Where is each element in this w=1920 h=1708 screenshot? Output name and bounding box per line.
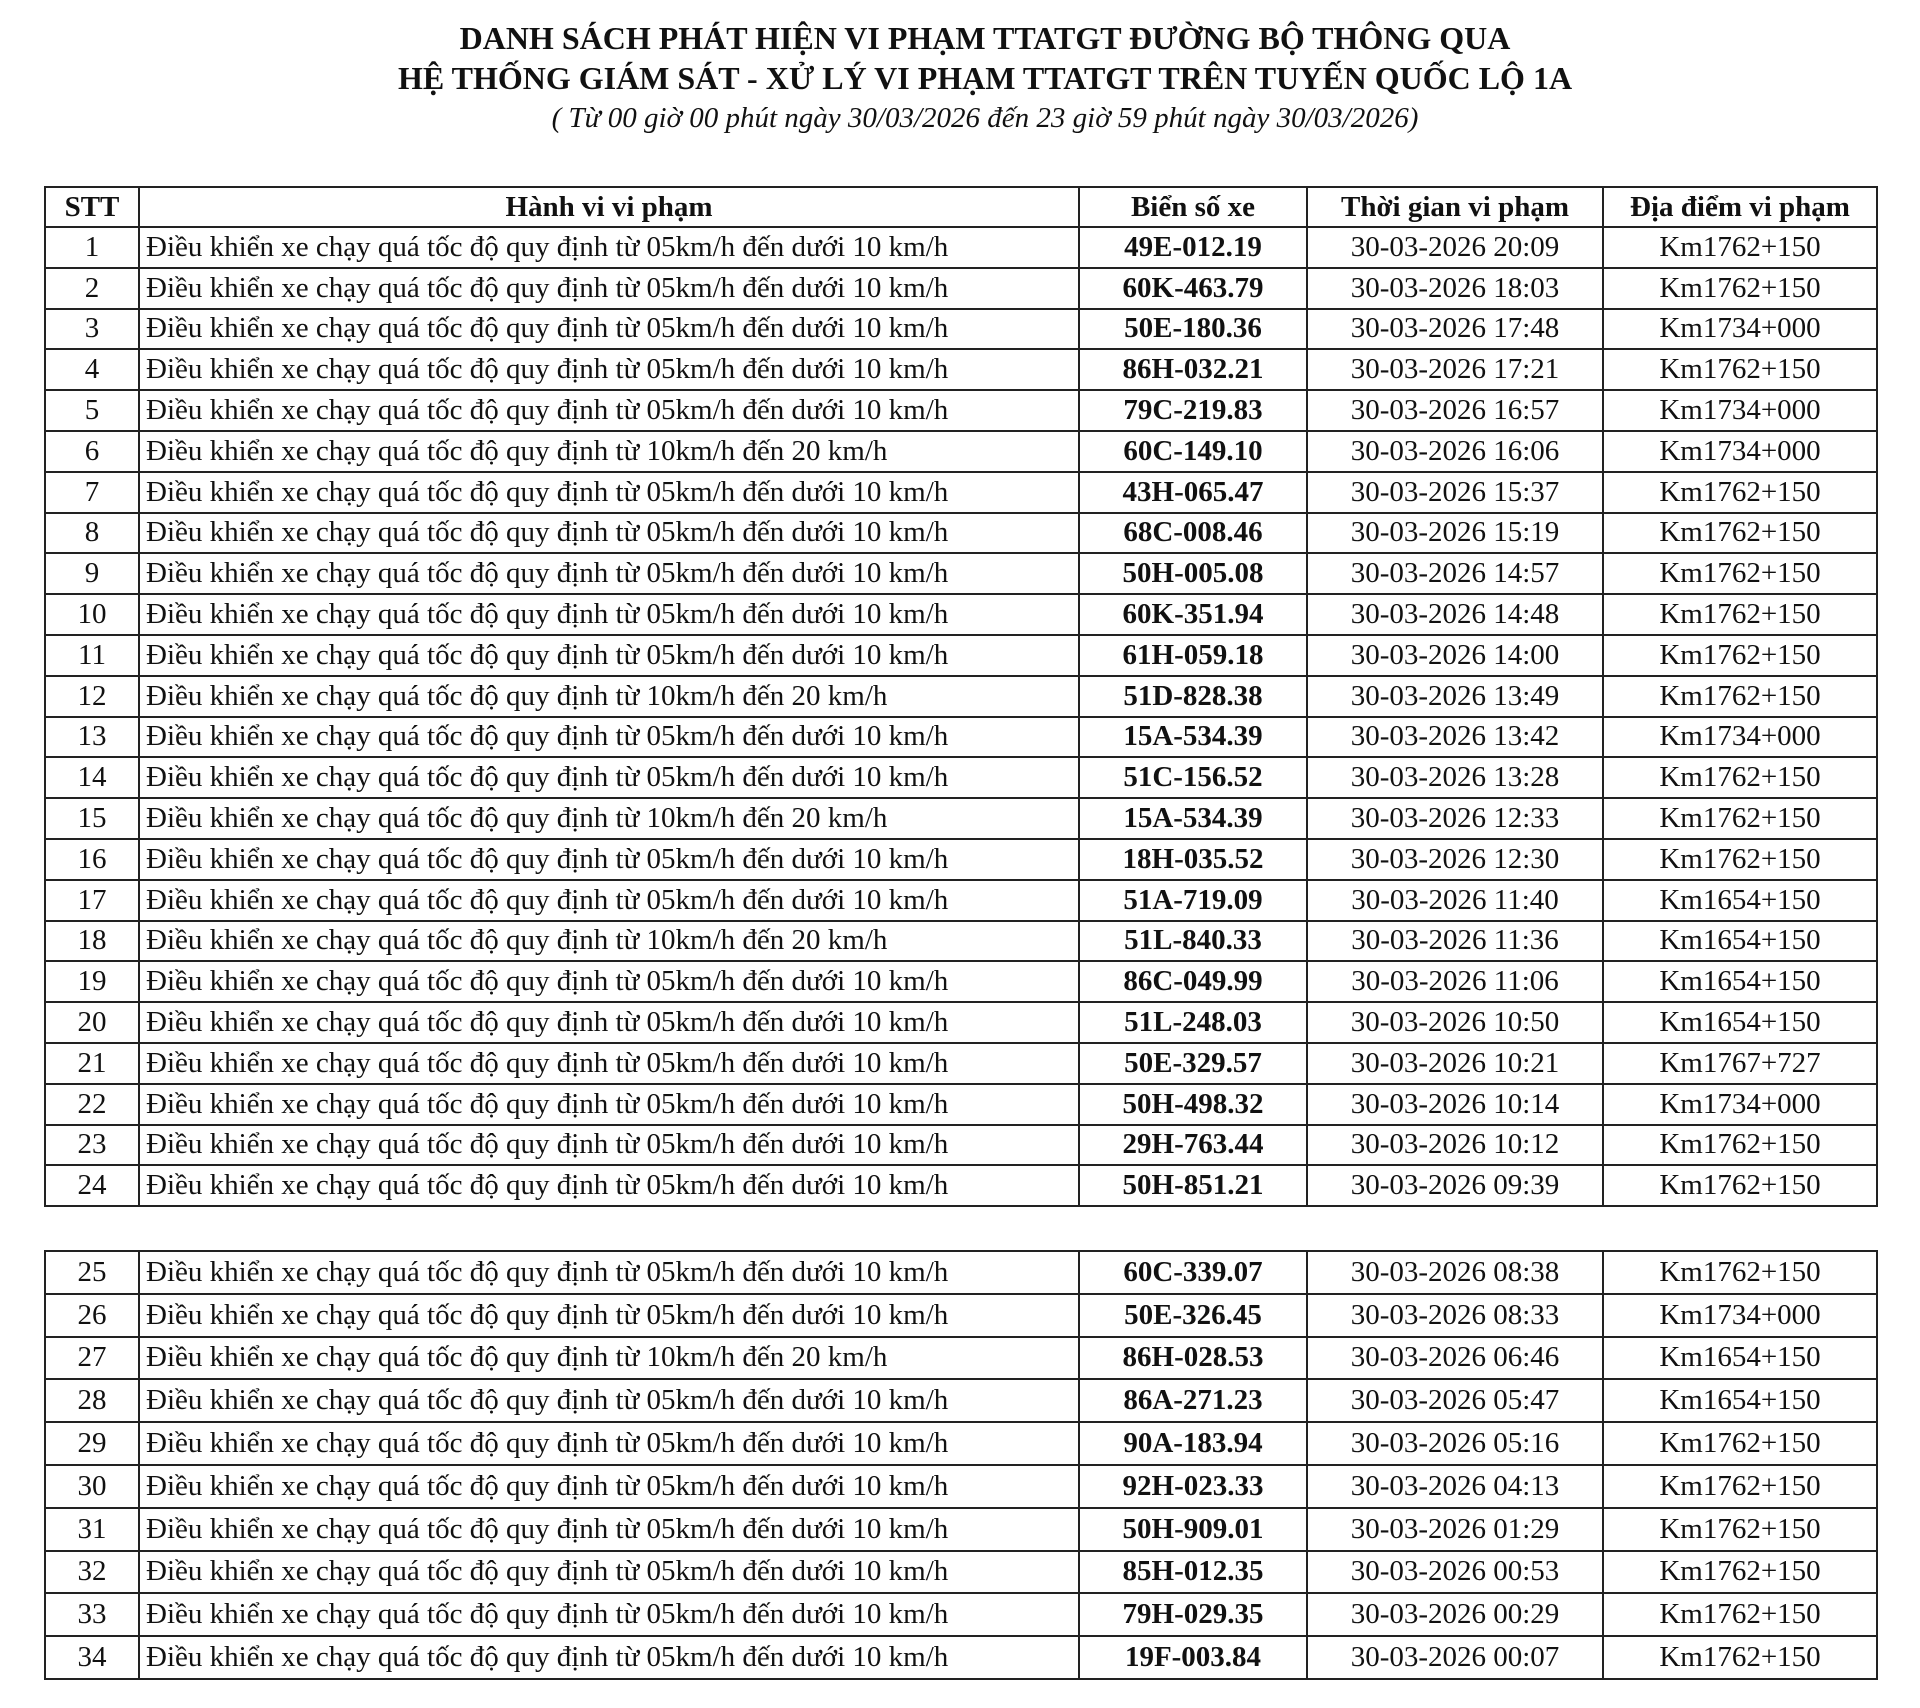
behavior-cell: Điều khiển xe chạy quá tốc độ quy định từ 05km/h đến dưới 10 km/h [139, 472, 1079, 513]
table-row [45, 757, 1877, 798]
stt-cell: 25 [45, 1251, 139, 1294]
title-line-1: DANH SÁCH PHÁT HIỆN VI PHẠM TTATGT ĐƯỜNG BỘ THÔNG QUA [459, 20, 1511, 56]
plate-cell: 51D-828.38 [1079, 676, 1307, 717]
stt-cell: 12 [45, 676, 139, 717]
location-cell: Km1762+150 [1603, 1593, 1877, 1636]
stt-cell: 14 [45, 757, 139, 798]
location-cell: Km1762+150 [1603, 472, 1877, 513]
stt-cell: 11 [45, 635, 139, 676]
table-body-part-2 [45, 1251, 1877, 1679]
plate-cell: 68C-008.46 [1079, 513, 1307, 554]
plate-cell: 60C-149.10 [1079, 431, 1307, 472]
stt-cell: 8 [45, 513, 139, 554]
stt-cell: 1 [45, 227, 139, 268]
location-cell: Km1654+150 [1603, 961, 1877, 1002]
col-header-behavior: Hành vi vi phạm [139, 187, 1079, 227]
time-cell: 30-03-2026 10:50 [1307, 1002, 1603, 1043]
plate-cell: 86C-049.99 [1079, 961, 1307, 1002]
plate-cell: 43H-065.47 [1079, 472, 1307, 513]
plate-cell: 51C-156.52 [1079, 757, 1307, 798]
plate-cell: 19F-003.84 [1079, 1636, 1307, 1679]
behavior-cell: Điều khiển xe chạy quá tốc độ quy định từ 05km/h đến dưới 10 km/h [139, 1379, 1079, 1422]
behavior-cell: Điều khiển xe chạy quá tốc độ quy định từ 05km/h đến dưới 10 km/h [139, 1593, 1079, 1636]
stt-cell: 32 [45, 1551, 139, 1594]
time-cell: 30-03-2026 13:49 [1307, 676, 1603, 717]
location-cell: Km1654+150 [1603, 921, 1877, 962]
location-cell: Km1654+150 [1603, 1379, 1877, 1422]
time-cell: 30-03-2026 10:21 [1307, 1043, 1603, 1084]
location-cell: Km1767+727 [1603, 1043, 1877, 1084]
time-cell: 30-03-2026 15:37 [1307, 472, 1603, 513]
behavior-cell: Điều khiển xe chạy quá tốc độ quy định từ 05km/h đến dưới 10 km/h [139, 635, 1079, 676]
plate-cell: 50H-909.01 [1079, 1508, 1307, 1551]
location-cell: Km1762+150 [1603, 1636, 1877, 1679]
table-row [45, 553, 1877, 594]
time-cell: 30-03-2026 08:33 [1307, 1294, 1603, 1337]
plate-cell: 85H-012.35 [1079, 1551, 1307, 1594]
stt-cell: 15 [45, 798, 139, 839]
location-cell: Km1762+150 [1603, 1125, 1877, 1166]
location-cell: Km1762+150 [1603, 1251, 1877, 1294]
table-row [45, 1084, 1877, 1125]
plate-cell: 51L-840.33 [1079, 921, 1307, 962]
period-line: ( Từ 00 giờ 00 phút ngày 30/03/2026 đến 23 giờ 59 phút ngày 30/03/2026) [551, 102, 1419, 134]
location-cell: Km1734+000 [1603, 717, 1877, 758]
behavior-cell: Điều khiển xe chạy quá tốc độ quy định từ 05km/h đến dưới 10 km/h [139, 1551, 1079, 1594]
plate-cell: 60K-351.94 [1079, 594, 1307, 635]
behavior-cell: Điều khiển xe chạy quá tốc độ quy định từ 05km/h đến dưới 10 km/h [139, 227, 1079, 268]
location-cell: Km1762+150 [1603, 757, 1877, 798]
table-row [45, 268, 1877, 309]
behavior-cell: Điều khiển xe chạy quá tốc độ quy định từ 05km/h đến dưới 10 km/h [139, 839, 1079, 880]
stt-cell: 22 [45, 1084, 139, 1125]
time-cell: 30-03-2026 10:12 [1307, 1125, 1603, 1166]
location-cell: Km1762+150 [1603, 1465, 1877, 1508]
table-row [45, 921, 1877, 962]
behavior-cell: Điều khiển xe chạy quá tốc độ quy định từ 05km/h đến dưới 10 km/h [139, 1508, 1079, 1551]
stt-cell: 17 [45, 880, 139, 921]
behavior-cell: Điều khiển xe chạy quá tốc độ quy định từ 05km/h đến dưới 10 km/h [139, 268, 1079, 309]
behavior-cell: Điều khiển xe chạy quá tốc độ quy định từ 10km/h đến 20 km/h [139, 1337, 1079, 1380]
time-cell: 30-03-2026 00:53 [1307, 1551, 1603, 1594]
location-cell: Km1734+000 [1603, 431, 1877, 472]
plate-cell: 60K-463.79 [1079, 268, 1307, 309]
time-cell: 30-03-2026 11:36 [1307, 921, 1603, 962]
table-row [45, 961, 1877, 1002]
location-cell: Km1762+150 [1603, 513, 1877, 554]
stt-cell: 18 [45, 921, 139, 962]
plate-cell: 86H-032.21 [1079, 349, 1307, 390]
plate-cell: 86H-028.53 [1079, 1337, 1307, 1380]
behavior-cell: Điều khiển xe chạy quá tốc độ quy định từ 05km/h đến dưới 10 km/h [139, 1125, 1079, 1166]
stt-cell: 33 [45, 1593, 139, 1636]
plate-cell: 50E-329.57 [1079, 1043, 1307, 1084]
stt-cell: 3 [45, 309, 139, 350]
behavior-cell: Điều khiển xe chạy quá tốc độ quy định từ 05km/h đến dưới 10 km/h [139, 1084, 1079, 1125]
stt-cell: 16 [45, 839, 139, 880]
location-cell: Km1654+150 [1603, 1337, 1877, 1380]
behavior-cell: Điều khiển xe chạy quá tốc độ quy định từ 05km/h đến dưới 10 km/h [139, 594, 1079, 635]
time-cell: 30-03-2026 14:48 [1307, 594, 1603, 635]
plate-cell: 86A-271.23 [1079, 1379, 1307, 1422]
table-header-row [45, 187, 1877, 227]
table-row [45, 1636, 1877, 1679]
table-row [45, 1125, 1877, 1166]
location-cell: Km1762+150 [1603, 1551, 1877, 1594]
time-cell: 30-03-2026 13:42 [1307, 717, 1603, 758]
behavior-cell: Điều khiển xe chạy quá tốc độ quy định từ 05km/h đến dưới 10 km/h [139, 1422, 1079, 1465]
location-cell: Km1734+000 [1603, 1084, 1877, 1125]
behavior-cell: Điều khiển xe chạy quá tốc độ quy định từ 10km/h đến 20 km/h [139, 921, 1079, 962]
plate-cell: 92H-023.33 [1079, 1465, 1307, 1508]
table-row [45, 1337, 1877, 1380]
time-cell: 30-03-2026 16:57 [1307, 390, 1603, 431]
plate-cell: 15A-534.39 [1079, 717, 1307, 758]
col-header-location: Địa điểm vi phạm [1603, 187, 1877, 227]
col-header-stt: STT [45, 187, 139, 227]
plate-cell: 15A-534.39 [1079, 798, 1307, 839]
title-line-2: HỆ THỐNG GIÁM SÁT - XỬ LÝ VI PHẠM TTATGT TRÊN TUYẾN QUỐC LỘ 1A [397, 60, 1573, 96]
behavior-cell: Điều khiển xe chạy quá tốc độ quy định từ 05km/h đến dưới 10 km/h [139, 1636, 1079, 1679]
time-cell: 30-03-2026 16:06 [1307, 431, 1603, 472]
time-cell: 30-03-2026 14:57 [1307, 553, 1603, 594]
location-cell: Km1762+150 [1603, 1165, 1877, 1206]
stt-cell: 13 [45, 717, 139, 758]
time-cell: 30-03-2026 13:28 [1307, 757, 1603, 798]
behavior-cell: Điều khiển xe chạy quá tốc độ quy định từ 05km/h đến dưới 10 km/h [139, 717, 1079, 758]
table-row [45, 1465, 1877, 1508]
time-cell: 30-03-2026 05:47 [1307, 1379, 1603, 1422]
behavior-cell: Điều khiển xe chạy quá tốc độ quy định từ 10km/h đến 20 km/h [139, 676, 1079, 717]
plate-cell: 18H-035.52 [1079, 839, 1307, 880]
plate-cell: 79C-219.83 [1079, 390, 1307, 431]
location-cell: Km1734+000 [1603, 390, 1877, 431]
stt-cell: 30 [45, 1465, 139, 1508]
time-cell: 30-03-2026 01:29 [1307, 1508, 1603, 1551]
col-header-plate: Biển số xe [1079, 187, 1307, 227]
location-cell: Km1762+150 [1603, 798, 1877, 839]
stt-cell: 24 [45, 1165, 139, 1206]
time-cell: 30-03-2026 18:03 [1307, 268, 1603, 309]
location-cell: Km1654+150 [1603, 880, 1877, 921]
stt-cell: 20 [45, 1002, 139, 1043]
plate-cell: 90A-183.94 [1079, 1422, 1307, 1465]
table-row [45, 1551, 1877, 1594]
behavior-cell: Điều khiển xe chạy quá tốc độ quy định từ 05km/h đến dưới 10 km/h [139, 309, 1079, 350]
behavior-cell: Điều khiển xe chạy quá tốc độ quy định từ 05km/h đến dưới 10 km/h [139, 1465, 1079, 1508]
table-row [45, 676, 1877, 717]
time-cell: 30-03-2026 05:16 [1307, 1422, 1603, 1465]
time-cell: 30-03-2026 08:38 [1307, 1251, 1603, 1294]
location-cell: Km1762+150 [1603, 1508, 1877, 1551]
table-row [45, 798, 1877, 839]
stt-cell: 29 [45, 1422, 139, 1465]
plate-cell: 29H-763.44 [1079, 1125, 1307, 1166]
behavior-cell: Điều khiển xe chạy quá tốc độ quy định từ 05km/h đến dưới 10 km/h [139, 1043, 1079, 1084]
table-row [45, 1508, 1877, 1551]
table-row [45, 513, 1877, 554]
time-cell: 30-03-2026 06:46 [1307, 1337, 1603, 1380]
location-cell: Km1762+150 [1603, 268, 1877, 309]
stt-cell: 31 [45, 1508, 139, 1551]
stt-cell: 27 [45, 1337, 139, 1380]
violations-table-part-2 [44, 1250, 1878, 1680]
location-cell: Km1762+150 [1603, 553, 1877, 594]
location-cell: Km1762+150 [1603, 1422, 1877, 1465]
table-row [45, 1251, 1877, 1294]
behavior-cell: Điều khiển xe chạy quá tốc độ quy định từ 05km/h đến dưới 10 km/h [139, 961, 1079, 1002]
table-row [45, 349, 1877, 390]
table-row [45, 1294, 1877, 1337]
location-cell: Km1654+150 [1603, 1002, 1877, 1043]
stt-cell: 19 [45, 961, 139, 1002]
table-row [45, 880, 1877, 921]
table-row [45, 1002, 1877, 1043]
plate-cell: 51A-719.09 [1079, 880, 1307, 921]
time-cell: 30-03-2026 04:13 [1307, 1465, 1603, 1508]
time-cell: 30-03-2026 17:48 [1307, 309, 1603, 350]
time-cell: 30-03-2026 10:14 [1307, 1084, 1603, 1125]
behavior-cell: Điều khiển xe chạy quá tốc độ quy định từ 10km/h đến 20 km/h [139, 798, 1079, 839]
table-row [45, 839, 1877, 880]
behavior-cell: Điều khiển xe chạy quá tốc độ quy định từ 05km/h đến dưới 10 km/h [139, 880, 1079, 921]
table-row [45, 1043, 1877, 1084]
time-cell: 30-03-2026 09:39 [1307, 1165, 1603, 1206]
behavior-cell: Điều khiển xe chạy quá tốc độ quy định từ 05km/h đến dưới 10 km/h [139, 1294, 1079, 1337]
stt-cell: 10 [45, 594, 139, 635]
document-header [0, 18, 1920, 138]
location-cell: Km1762+150 [1603, 227, 1877, 268]
table-row [45, 717, 1877, 758]
time-cell: 30-03-2026 15:19 [1307, 513, 1603, 554]
time-cell: 30-03-2026 20:09 [1307, 227, 1603, 268]
time-cell: 30-03-2026 00:29 [1307, 1593, 1603, 1636]
behavior-cell: Điều khiển xe chạy quá tốc độ quy định từ 05km/h đến dưới 10 km/h [139, 390, 1079, 431]
table-row [45, 594, 1877, 635]
behavior-cell: Điều khiển xe chạy quá tốc độ quy định từ 05km/h đến dưới 10 km/h [139, 757, 1079, 798]
plate-cell: 51L-248.03 [1079, 1002, 1307, 1043]
stt-cell: 6 [45, 431, 139, 472]
table-body-part-1 [45, 227, 1877, 1206]
stt-cell: 21 [45, 1043, 139, 1084]
stt-cell: 9 [45, 553, 139, 594]
plate-cell: 50E-180.36 [1079, 309, 1307, 350]
behavior-cell: Điều khiển xe chạy quá tốc độ quy định từ 05km/h đến dưới 10 km/h [139, 553, 1079, 594]
location-cell: Km1734+000 [1603, 1294, 1877, 1337]
table-row [45, 390, 1877, 431]
stt-cell: 5 [45, 390, 139, 431]
behavior-cell: Điều khiển xe chạy quá tốc độ quy định từ 10km/h đến 20 km/h [139, 431, 1079, 472]
time-cell: 30-03-2026 00:07 [1307, 1636, 1603, 1679]
stt-cell: 4 [45, 349, 139, 390]
behavior-cell: Điều khiển xe chạy quá tốc độ quy định từ 05km/h đến dưới 10 km/h [139, 513, 1079, 554]
location-cell: Km1762+150 [1603, 635, 1877, 676]
violations-table-part-1 [44, 186, 1878, 1207]
location-cell: Km1762+150 [1603, 839, 1877, 880]
stt-cell: 7 [45, 472, 139, 513]
behavior-cell: Điều khiển xe chạy quá tốc độ quy định từ 05km/h đến dưới 10 km/h [139, 1251, 1079, 1294]
plate-cell: 60C-339.07 [1079, 1251, 1307, 1294]
behavior-cell: Điều khiển xe chạy quá tốc độ quy định từ 05km/h đến dưới 10 km/h [139, 1002, 1079, 1043]
plate-cell: 49E-012.19 [1079, 227, 1307, 268]
time-cell: 30-03-2026 17:21 [1307, 349, 1603, 390]
stt-cell: 2 [45, 268, 139, 309]
location-cell: Km1762+150 [1603, 676, 1877, 717]
behavior-cell: Điều khiển xe chạy quá tốc độ quy định từ 05km/h đến dưới 10 km/h [139, 349, 1079, 390]
stt-cell: 28 [45, 1379, 139, 1422]
plate-cell: 79H-029.35 [1079, 1593, 1307, 1636]
stt-cell: 23 [45, 1125, 139, 1166]
plate-cell: 50H-005.08 [1079, 553, 1307, 594]
location-cell: Km1734+000 [1603, 309, 1877, 350]
table-row [45, 1379, 1877, 1422]
table-row [45, 1422, 1877, 1465]
col-header-time: Thời gian vi phạm [1307, 187, 1603, 227]
table-row [45, 431, 1877, 472]
stt-cell: 26 [45, 1294, 139, 1337]
time-cell: 30-03-2026 12:30 [1307, 839, 1603, 880]
plate-cell: 50H-498.32 [1079, 1084, 1307, 1125]
table-row [45, 635, 1877, 676]
time-cell: 30-03-2026 11:40 [1307, 880, 1603, 921]
plate-cell: 50H-851.21 [1079, 1165, 1307, 1206]
table-row [45, 227, 1877, 268]
plate-cell: 50E-326.45 [1079, 1294, 1307, 1337]
stt-cell: 34 [45, 1636, 139, 1679]
location-cell: Km1762+150 [1603, 594, 1877, 635]
time-cell: 30-03-2026 11:06 [1307, 961, 1603, 1002]
table-row [45, 472, 1877, 513]
location-cell: Km1762+150 [1603, 349, 1877, 390]
time-cell: 30-03-2026 14:00 [1307, 635, 1603, 676]
behavior-cell: Điều khiển xe chạy quá tốc độ quy định từ 05km/h đến dưới 10 km/h [139, 1165, 1079, 1206]
plate-cell: 61H-059.18 [1079, 635, 1307, 676]
table-row [45, 1165, 1877, 1206]
time-cell: 30-03-2026 12:33 [1307, 798, 1603, 839]
table-row [45, 1593, 1877, 1636]
table-row [45, 309, 1877, 350]
